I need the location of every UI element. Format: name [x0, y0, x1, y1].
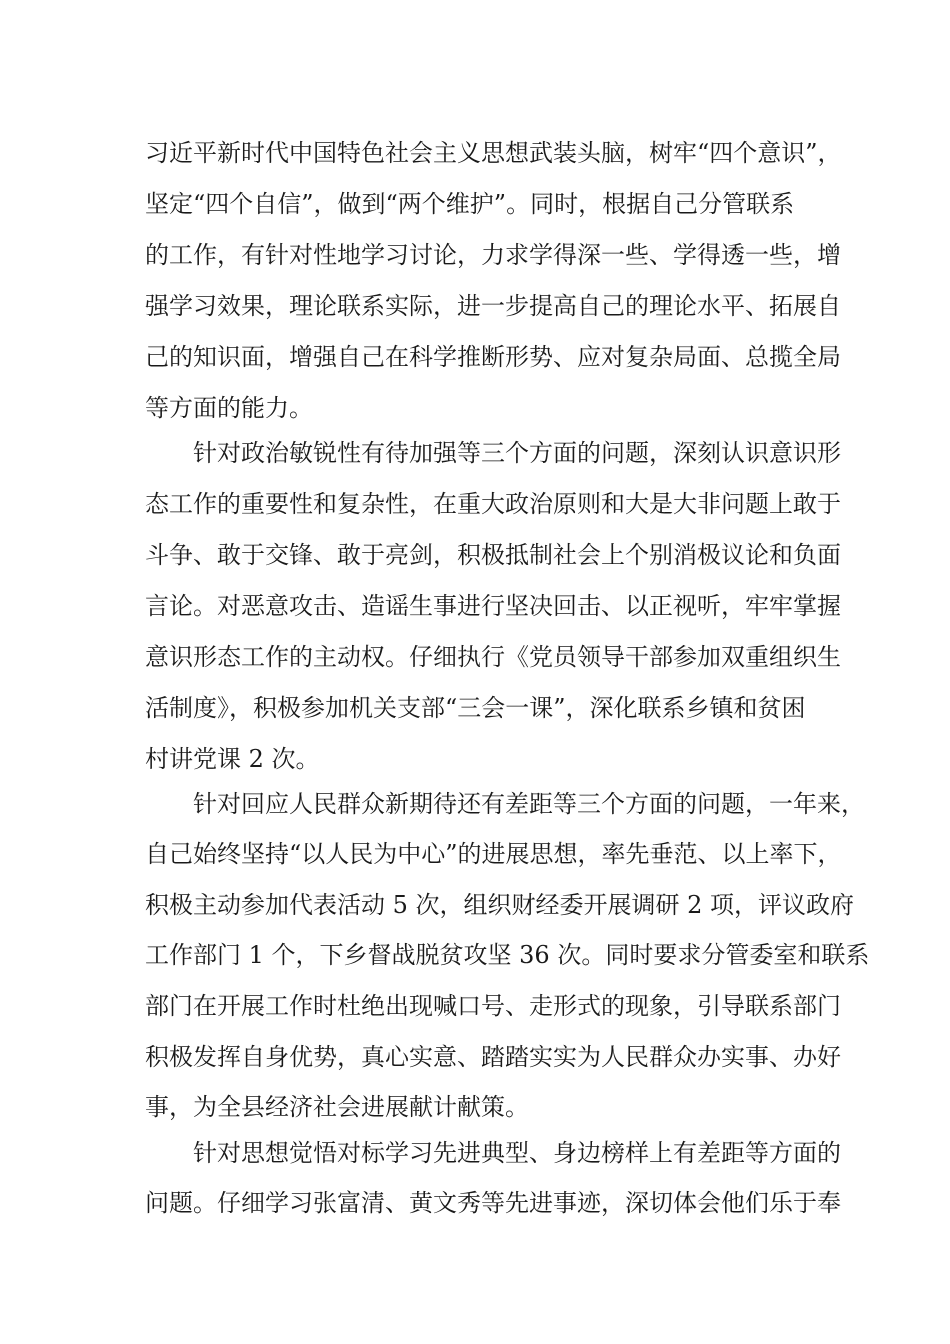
text-line: 斗争、敢于交锋、敢于亮剑，积极抵制社会上个别消极议论和负面 — [145, 541, 841, 569]
text-line: 工作部门 1 个，下乡督战脱贫攻坚 36 次。同时要求分管委室和联系 — [145, 941, 870, 969]
paragraph-first-line: 针对思想觉悟对标学习先进典型、身边榜样上有差距等方面的 — [193, 1139, 841, 1167]
text-line: 言论。对恶意攻击、造谣生事进行坚决回击、以正视听，牢牢掌握 — [145, 592, 841, 620]
text-line: 习近平新时代中国特色社会主义思想武装头脑，树牢“四个意识”， — [145, 139, 842, 167]
paragraph-first-line: 针对回应人民群众新期待还有差距等三个方面的问题，一年来， — [193, 790, 865, 818]
text-line: 态工作的重要性和复杂性，在重大政治原则和大是大非问题上敢于 — [145, 490, 841, 518]
paragraph-first-line: 针对政治敏锐性有待加强等三个方面的问题，深刻认识意识形 — [193, 439, 841, 467]
text-line: 坚定“四个自信”，做到“两个维护”。同时，根据自己分管联系 — [145, 190, 795, 218]
text-line: 等方面的能力。 — [145, 394, 313, 422]
text-line: 己的知识面，增强自己在科学推断形势、应对复杂局面、总揽全局 — [145, 343, 841, 371]
text-line: 的工作，有针对性地学习讨论，力求学得深一些、学得透一些，增 — [145, 241, 841, 269]
text-line: 积极主动参加代表活动 5 次，组织财经委开展调研 2 项，评议政府 — [145, 891, 855, 919]
text-line: 问题。仔细学习张富清、黄文秀等先进事迹，深切体会他们乐于奉 — [145, 1189, 841, 1217]
text-line: 村讲党课 2 次。 — [145, 745, 320, 773]
text-line: 事，为全县经济社会进展献计献策。 — [145, 1093, 529, 1121]
text-line: 意识形态工作的主动权。仔细执行《党员领导干部参加双重组织生 — [145, 643, 841, 671]
text-line: 部门在开展工作时杜绝出现喊口号、走形式的现象，引导联系部门 — [145, 992, 841, 1020]
text-line: 自己始终坚持“以人民为中心”的进展思想，率先垂范、以上率下， — [145, 840, 842, 868]
text-line: 强学习效果，理论联系实际，进一步提高自己的理论水平、拓展自 — [145, 292, 841, 320]
text-line: 积极发挥自身优势，真心实意、踏踏实实为人民群众办实事、办好 — [145, 1043, 841, 1071]
text-line: 活制度》，积极参加机关支部“三会一课”，深化联系乡镇和贫困 — [145, 694, 806, 722]
